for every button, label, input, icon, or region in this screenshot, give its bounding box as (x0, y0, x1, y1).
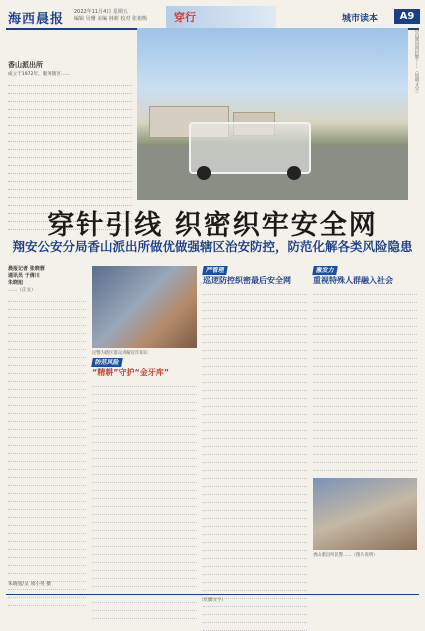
issue-date: 2022年11月4日 星期五 (74, 9, 128, 15)
article-text-lines (203, 287, 307, 631)
masthead (6, 6, 419, 30)
article-text-lines (8, 294, 86, 606)
article-photo-community (313, 478, 417, 550)
column-1 (8, 266, 86, 606)
section-tag: 严管理 (202, 266, 228, 275)
intro-text: 成立于1972年，服务辖区…… (8, 72, 71, 77)
article-photo-anti-fraud (92, 266, 197, 348)
issue-editors: 编辑 吴珊 美编 林莉 校对 张祖衡 (74, 16, 147, 22)
subheadline: 翔安公安分局香山派出所做优做强辖区治安防控，防范化解各类风险隐患 (12, 239, 413, 254)
headline: 穿针引线 织密织牢安全网 (47, 210, 378, 241)
newspaper-logo: 海西晨报 (8, 12, 65, 27)
page-footer: （页脚文字） (6, 594, 419, 603)
section-title: 巡逻防控织密最后安全网 (203, 276, 291, 285)
article-text-lines (313, 287, 417, 503)
column-4 (313, 266, 417, 503)
article-intro: ……（正文） (8, 288, 36, 293)
section-title: 重视特殊人群融入社会 (313, 276, 393, 285)
photo-cart-wheel (197, 166, 211, 180)
photo-cart-wheel (287, 166, 301, 180)
section-tag: 防范风险 (91, 358, 123, 367)
issue-info (74, 9, 147, 23)
main-photo-caption: 香山派出所民警……（说明文字） (414, 28, 419, 96)
section-title: “精耕”守护“金牙库” (92, 368, 170, 377)
masthead-deco-text: 穿行 (174, 11, 196, 24)
station-name: 香山派出所 (8, 61, 43, 69)
article-text-lines (92, 379, 197, 619)
section-name: 城市读本 (342, 14, 379, 24)
author-signature: 朱晓旭/文 项小英 摄 (8, 582, 52, 587)
byline-correspondent: 通讯员 于倩川 (8, 273, 40, 279)
article-photo-caption: 民警为辖区群众讲解反诈知识 (92, 351, 148, 356)
main-photo-patrol-cart (137, 28, 408, 200)
article-photo-caption: 香山派出所民警……（图片说明） (313, 553, 378, 558)
section-tag: 激发力 (312, 266, 338, 275)
page-number: A9 (394, 9, 420, 24)
byline-correspondent-2: 朱晓旭 (8, 280, 24, 286)
column-2 (92, 358, 197, 619)
column-3 (203, 266, 307, 631)
byline-reporter: 晨报记者 张晓蓉 (8, 266, 45, 272)
